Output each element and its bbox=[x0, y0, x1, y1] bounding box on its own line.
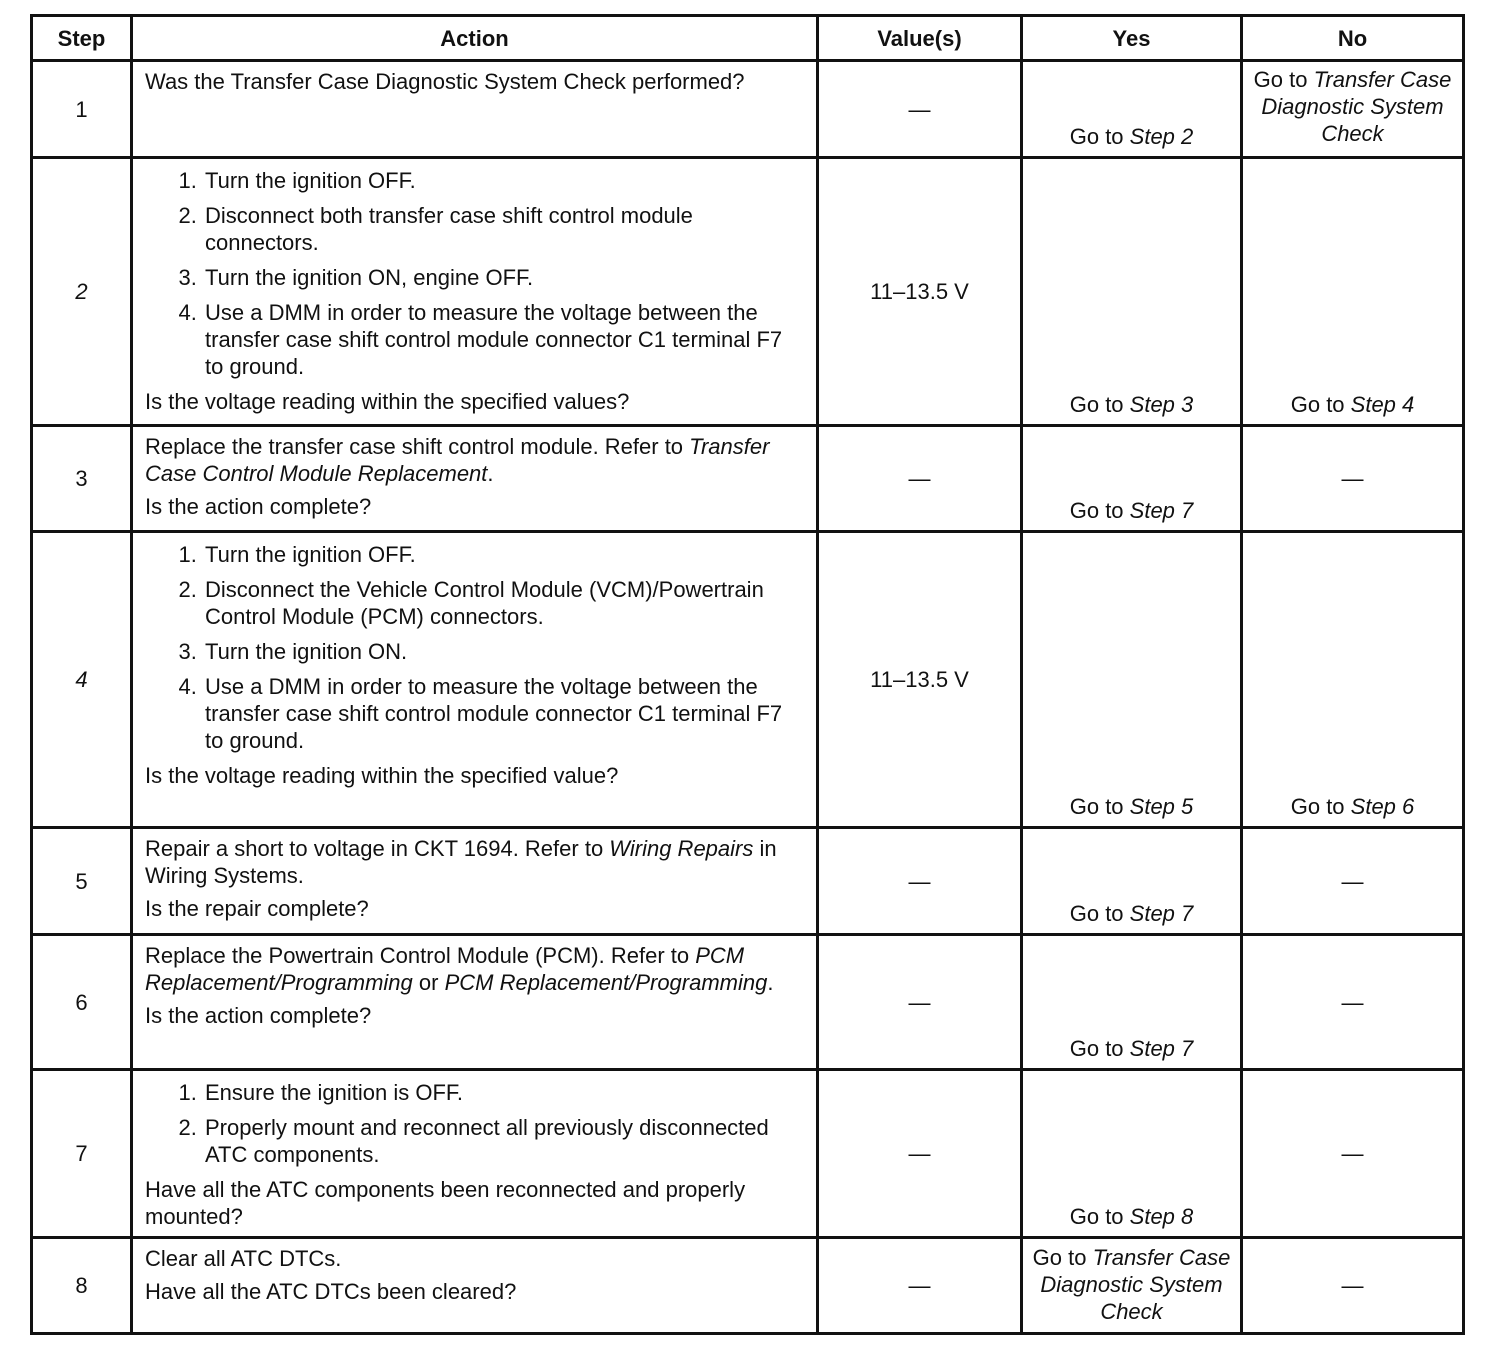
step-number: 5 bbox=[32, 828, 132, 935]
yes-prefix: Go to bbox=[1069, 1036, 1130, 1061]
value-cell: — bbox=[818, 935, 1022, 1070]
action-list bbox=[145, 167, 804, 380]
value-cell: — bbox=[818, 828, 1022, 935]
yes-cell bbox=[1022, 1070, 1242, 1238]
table-header-row bbox=[32, 16, 1464, 61]
action-reference-link-2[interactable]: PCM Replacement/Programming bbox=[444, 970, 768, 995]
list-item: 3. Turn the ignition ON, engine OFF. bbox=[203, 264, 804, 291]
action-question: Is the action complete? bbox=[145, 494, 372, 519]
action-question: Is the repair complete? bbox=[145, 896, 369, 921]
action-text: Was the Transfer Case Diagnostic System Check performed? bbox=[145, 69, 745, 94]
list-item: 2. Disconnect both transfer case shift control module connectors. bbox=[203, 202, 804, 256]
action-text bbox=[145, 942, 804, 996]
action-question: Is the action complete? bbox=[145, 1003, 372, 1028]
step-number: 1 bbox=[32, 61, 132, 158]
yes-step-link[interactable]: Step 2 bbox=[1129, 124, 1194, 149]
no-reference-link[interactable]: Transfer Case Diagnostic System Check bbox=[1261, 67, 1452, 146]
action-list bbox=[145, 541, 804, 754]
table-row bbox=[32, 1238, 1464, 1334]
yes-prefix: Go to bbox=[1032, 1245, 1093, 1270]
no-step-link[interactable]: Step 6 bbox=[1350, 794, 1415, 819]
action-question: Is the voltage reading within the specified values? bbox=[145, 389, 630, 414]
header-step: Step bbox=[32, 16, 132, 61]
yes-prefix: Go to bbox=[1069, 124, 1130, 149]
header-no: No bbox=[1242, 16, 1464, 61]
action-text: Clear all ATC DTCs. bbox=[145, 1246, 342, 1271]
action-cell bbox=[132, 61, 818, 158]
no-cell: — bbox=[1242, 935, 1464, 1070]
action-text-lead: Replace the Powertrain Control Module (PCM). Refer to bbox=[145, 943, 696, 968]
no-prefix: Go to bbox=[1290, 794, 1351, 819]
no-cell: — bbox=[1242, 426, 1464, 532]
yes-cell bbox=[1022, 158, 1242, 426]
table-row bbox=[32, 61, 1464, 158]
yes-step-link[interactable]: Step 7 bbox=[1129, 498, 1194, 523]
yes-step-link[interactable]: Step 3 bbox=[1129, 392, 1194, 417]
action-list bbox=[145, 1079, 804, 1168]
step-number: 3 bbox=[32, 426, 132, 532]
header-action: Action bbox=[132, 16, 818, 61]
value-cell: 11–13.5 V bbox=[818, 532, 1022, 828]
no-step-link[interactable]: Step 4 bbox=[1350, 392, 1415, 417]
no-cell bbox=[1242, 61, 1464, 158]
list-item: 4. Use a DMM in order to measure the voltage between the transfer case shift control module connector C1 terminal F7 to ground. bbox=[203, 299, 804, 380]
table-row bbox=[32, 532, 1464, 828]
no-cell bbox=[1242, 532, 1464, 828]
yes-cell bbox=[1022, 61, 1242, 158]
diagnostic-table-wrapper bbox=[30, 14, 1465, 1335]
step-number: 7 bbox=[32, 1070, 132, 1238]
yes-cell bbox=[1022, 532, 1242, 828]
yes-prefix: Go to bbox=[1069, 794, 1130, 819]
header-yes: Yes bbox=[1022, 16, 1242, 61]
action-reference-link[interactable]: Wiring Repairs bbox=[609, 836, 754, 861]
no-cell bbox=[1242, 158, 1464, 426]
no-cell: — bbox=[1242, 1238, 1464, 1334]
no-cell: — bbox=[1242, 828, 1464, 935]
yes-cell bbox=[1022, 426, 1242, 532]
action-cell bbox=[132, 532, 818, 828]
action-reference-link[interactable]: PCM Replacement/Programming bbox=[145, 943, 745, 995]
action-text-mid: or bbox=[412, 970, 445, 995]
value-cell: — bbox=[818, 61, 1022, 158]
table-row bbox=[32, 828, 1464, 935]
list-item: 2. Disconnect the Vehicle Control Module (VCM)/Powertrain Control Module (PCM) connectors. bbox=[203, 576, 804, 630]
table-row bbox=[32, 158, 1464, 426]
list-item: 1. Turn the ignition OFF. bbox=[203, 541, 804, 568]
value-cell: 11–13.5 V bbox=[818, 158, 1022, 426]
yes-prefix: Go to bbox=[1069, 498, 1130, 523]
yes-step-link[interactable]: Step 5 bbox=[1129, 794, 1194, 819]
action-question: Have all the ATC DTCs been cleared? bbox=[145, 1279, 517, 1304]
action-text-tail: . bbox=[767, 970, 774, 995]
list-item: 1. Turn the ignition OFF. bbox=[203, 167, 804, 194]
action-cell bbox=[132, 828, 818, 935]
yes-step-link[interactable]: Step 8 bbox=[1129, 1204, 1194, 1229]
action-cell bbox=[132, 426, 818, 532]
action-cell bbox=[132, 158, 818, 426]
value-cell: — bbox=[818, 1070, 1022, 1238]
step-number: 2 bbox=[32, 158, 132, 426]
table-row bbox=[32, 935, 1464, 1070]
value-cell: — bbox=[818, 1238, 1022, 1334]
action-text-lead: Replace the transfer case shift control module. Refer to bbox=[145, 434, 690, 459]
list-item: 3. Turn the ignition ON. bbox=[203, 638, 804, 665]
action-cell bbox=[132, 935, 818, 1070]
yes-prefix: Go to bbox=[1069, 901, 1130, 926]
yes-prefix: Go to bbox=[1069, 392, 1130, 417]
action-reference-link[interactable]: Transfer Case Control Module Replacement bbox=[145, 434, 770, 486]
table-row bbox=[32, 426, 1464, 532]
no-prefix: Go to bbox=[1290, 392, 1351, 417]
no-cell: — bbox=[1242, 1070, 1464, 1238]
step-number: 4 bbox=[32, 532, 132, 828]
yes-step-link[interactable]: Step 7 bbox=[1129, 901, 1194, 926]
yes-cell bbox=[1022, 828, 1242, 935]
diagnostic-table bbox=[30, 14, 1465, 1335]
yes-cell bbox=[1022, 935, 1242, 1070]
action-text-lead: Repair a short to voltage in CKT 1694. Refer to bbox=[145, 836, 610, 861]
yes-reference-link[interactable]: Transfer Case Diagnostic System Check bbox=[1040, 1245, 1231, 1324]
action-text-tail: in Wiring Systems. bbox=[145, 836, 777, 888]
action-text bbox=[145, 433, 804, 487]
action-question: Have all the ATC components been reconnected and properly mounted? bbox=[145, 1177, 746, 1229]
action-text bbox=[145, 835, 804, 889]
list-item: 2. Properly mount and reconnect all previously disconnected ATC components. bbox=[203, 1114, 804, 1168]
list-item: 1. Ensure the ignition is OFF. bbox=[203, 1079, 804, 1106]
yes-step-link[interactable]: Step 7 bbox=[1129, 1036, 1194, 1061]
yes-prefix: Go to bbox=[1069, 1204, 1130, 1229]
no-prefix: Go to bbox=[1253, 67, 1314, 92]
step-number: 6 bbox=[32, 935, 132, 1070]
table-row bbox=[32, 1070, 1464, 1238]
action-text-tail: . bbox=[487, 461, 494, 486]
action-question: Is the voltage reading within the specified value? bbox=[145, 763, 619, 788]
value-cell: — bbox=[818, 426, 1022, 532]
yes-cell bbox=[1022, 1238, 1242, 1334]
header-values: Value(s) bbox=[818, 16, 1022, 61]
step-number: 8 bbox=[32, 1238, 132, 1334]
list-item: 4. Use a DMM in order to measure the voltage between the transfer case shift control module connector C1 terminal F7 to ground. bbox=[203, 673, 804, 754]
action-cell bbox=[132, 1238, 818, 1334]
action-cell bbox=[132, 1070, 818, 1238]
